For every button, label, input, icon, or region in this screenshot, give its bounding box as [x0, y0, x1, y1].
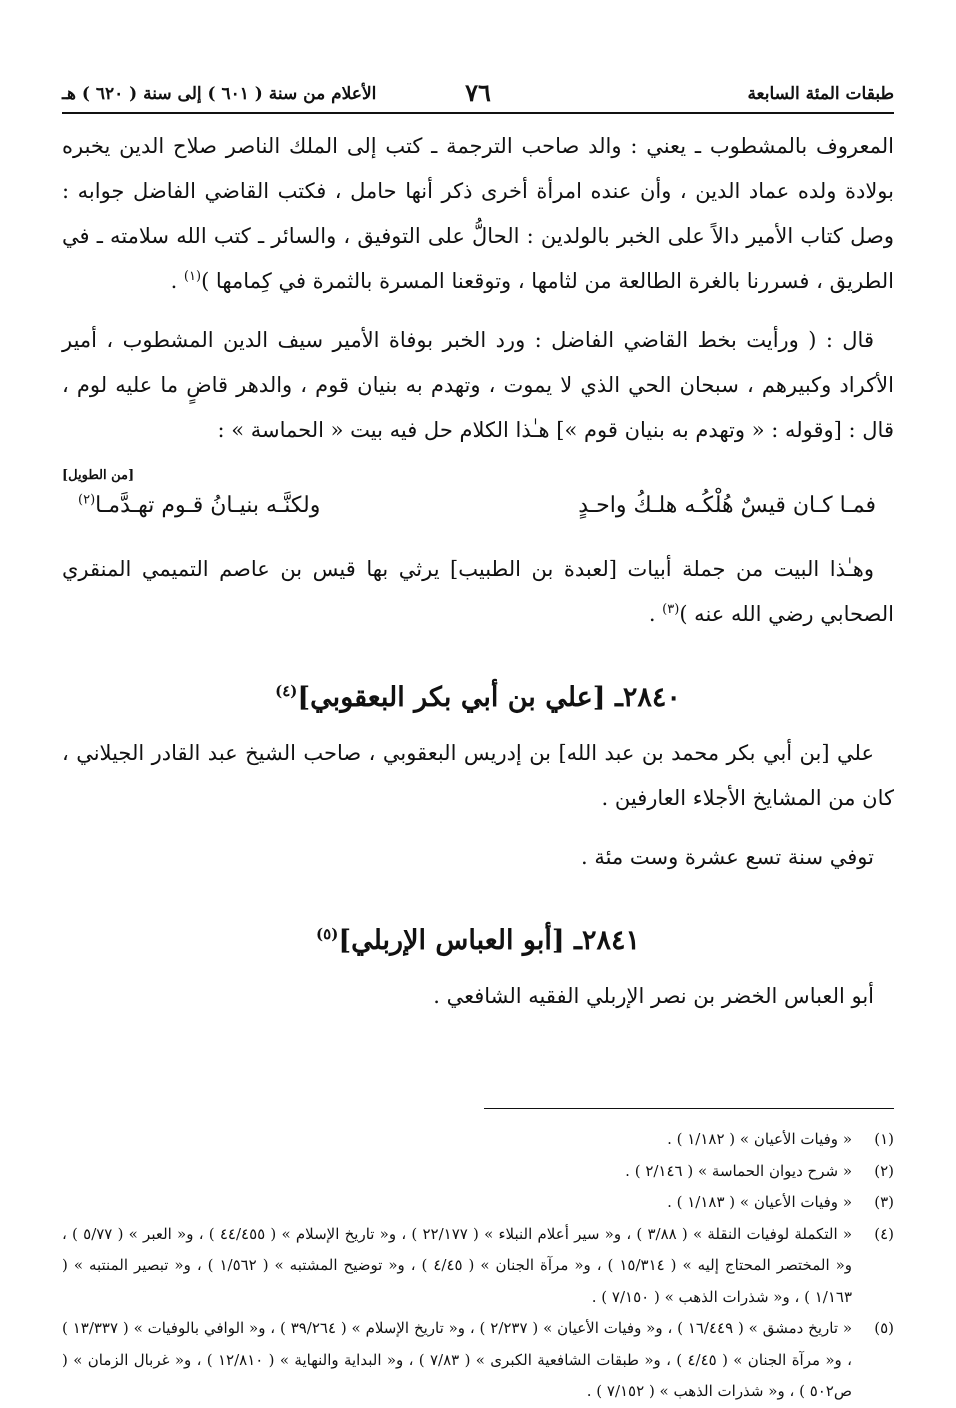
footnote-number: (٤) [874, 1224, 894, 1243]
entry-2841-bio: أبو العباس الخضر بن نصر الإربلي الفقيه الشافعي . [433, 984, 874, 1008]
footnote-number: (٣) [874, 1193, 894, 1211]
entry-2840-death: توفي سنة تسع عشرة وست مئة . [581, 845, 874, 869]
paragraph-2: قال : ( ورأيت بخط القاضي الفاضل : ورد الخبر بوفاة الأمير سيف الدين المشطوب ، أمير الأكراد وكبيرهم ، سبحان الحي الذي لا يموت ، وتهدم به بنيان قوم ، والدهر قاضٍ ما عليه لوم ، قال : [وقوله : « وتهدم به بنيان قوم »] هـٰذا الكلام حل فيه بيت « الحماسة » : [62, 328, 894, 442]
footnote-1 [62, 1124, 894, 1156]
footnote-number: (٥) [874, 1319, 894, 1337]
meter-row [62, 453, 894, 483]
footnote-text: « شرح ديوان الحماسة » ( ٢/١٤٦ ) . [625, 1161, 852, 1180]
footnote-number: (١) [874, 1130, 894, 1148]
verse-second-hemistich-text: ولكنَّـه بنيـانُ قـوم تهـدَّمـا [95, 493, 321, 518]
footnote-3 [62, 1187, 894, 1219]
paragraph-3-text: وهـٰذا البيت من جملة أبيات [لعبدة بن الطبيب] يرثي بها قيس بن عاصم التميمي المنقري الصحابي رضي الله عنه ) [62, 557, 894, 626]
verse-first-hemistich: فمـا كـان قيسٌ هُلْكُـه هلـكُ واحـدٍ [578, 493, 876, 518]
footnote-text: « تاريخ دمشق » ( ١٦/٤٤٩ ) ، و« وفيات الأعيان » ( ٢/٢٣٧ ) ، و« تاريخ الإسلام » ( ٣٩/٢٦٤ ) ، و« الوافي بالوفيات » ( ١٣/٣٣٧ ) ، و« مرآة الجنان » ( ٤/٤٥ ) ، و« طبقات الشافعية الكبرى » ( ٧/٨٣ ) ، و« البداية والنهاية » ( ١٢/٨١٠ ) ، و« غربال الزمان » ( ص٥٠٢ ) ، و« شذرات الذهب » ( ٧/١٥٢ ) . [62, 1319, 853, 1400]
paragraph-1 [62, 124, 894, 304]
footnote-number: (٢) [874, 1161, 894, 1180]
main-text [62, 124, 894, 1033]
footnote-separator [484, 1108, 894, 1109]
footnote-5 [62, 1313, 894, 1408]
footnote-text: « التكملة لوفيات النقلة » ( ٣/٨٨ ) ، و« سير أعلام النبلاء » ( ٢٢/١٧٧ ) ، و« تاريخ الإسلام » ( ٤٤/٤٥٥ ) ، و« العبر » ( ٥/٧٧ ) ، و« المختصر المحتاج إليه » ( ١٥/٣١٤ ) ، و« مرآة الجنان » ( ٤/٤٥ ) ، و« توضيح المشتبه » ( ١/٥٦٢ ) ، و« تبصير المنتبه » ( ١/١٦٣ ) ، و« شذرات الذهب » ( ٧/١٥٠ ) . [62, 1224, 853, 1306]
footnote-ref-1[interactable]: (١) [183, 269, 202, 284]
footnote-4 [62, 1219, 894, 1314]
entry-heading-2840 [62, 673, 894, 723]
footnote-ref-4[interactable]: (٤) [275, 682, 298, 700]
header-book-section: طبقات المئة السابعة [747, 84, 894, 104]
footnote-text: « وفيات الأعيان » ( ١/١٨٣ ) . [667, 1193, 852, 1211]
entry-heading-2840-text: ٢٨٤٠ـ [علي بن أبي بكر البعقوبي] [297, 682, 681, 713]
footnote-ref-3[interactable]: (٣) [662, 602, 680, 617]
running-head [62, 78, 894, 114]
entry-heading-2841 [62, 916, 894, 966]
paragraph-1-text: المعروف بالمشطوب ـ يعني : والد صاحب الترجمة ـ كتب إلى الملك الناصر صلاح الدين يخبره بولادة ولده عماد الدين ، وأن عنده امرأة أخرى ذكر أنها حامل ، فكتب القاضي الفاضل جوابه : وصل كتاب الأمير دالاً على الخبر بالولدين : الحالُّ على التوفيق ، والسائر ـ كتب الله سلامته ـ في الطريق ، فسررنا بالغرة الطالعة من لثامها ، وتوقعنا المسرة بالثمرة في كِمامها ) [62, 134, 894, 293]
entry-2840-bio: علي [بن أبي بكر محمد بن عبد الله] بن إدريس البعقوبي ، صاحب الشيخ عبد القادر الجيلاني ، كان من المشايخ الأجلاء العارفين . [62, 741, 894, 810]
footnote-2 [62, 1156, 894, 1188]
page-number: ٧٦ [465, 78, 491, 107]
poetic-meter-label: [من الطويل] [62, 468, 135, 483]
footnote-ref-2[interactable]: (٢) [78, 492, 96, 508]
footnote-text: « وفيات الأعيان » ( ١/١٨٢ ) . [667, 1130, 852, 1148]
verse [62, 483, 894, 529]
paragraph-3-end: . [648, 602, 663, 626]
header-year-range: الأعلام من سنة ( ٦٠١ ) إلى سنة ( ٦٢٠ ) هـ [62, 84, 377, 104]
page [62, 78, 894, 1400]
paragraph-1-end: . [170, 269, 184, 293]
entry-heading-2841-text: ٢٨٤١ـ [أبو العباس الإربلي] [338, 925, 640, 956]
paragraph-3 [62, 547, 894, 637]
footnote-ref-5[interactable]: (٥) [316, 925, 339, 943]
footnotes [62, 1124, 894, 1408]
